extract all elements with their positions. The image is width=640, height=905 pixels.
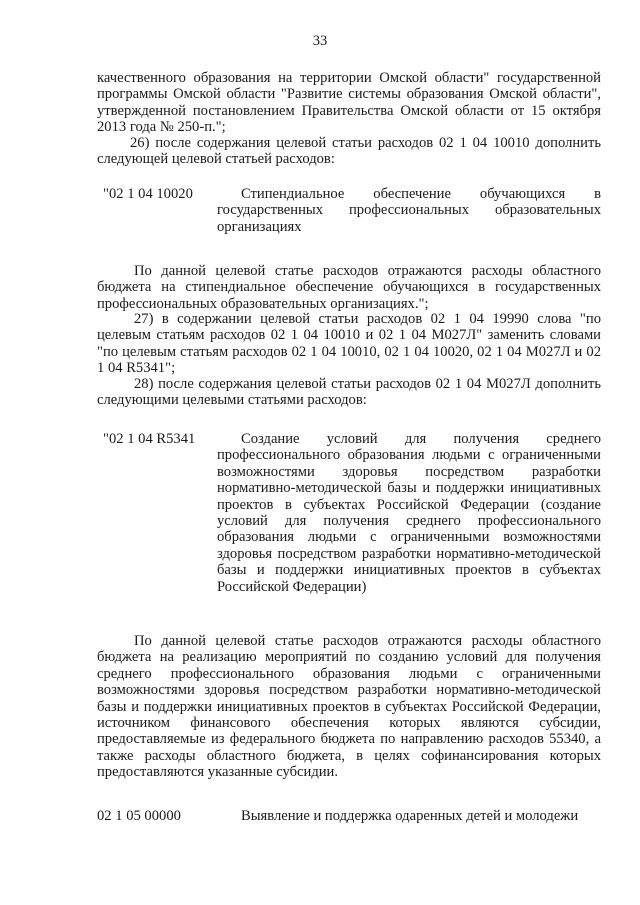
entry-3-description: Выявление и поддержка одаренных детей и молодежи xyxy=(241,808,579,824)
entry-1-code: "02 1 04 10020 xyxy=(103,186,193,202)
intro-paragraph: качественного образования на территории Омской области" государственной программы Омской области "Развитие системы образования Омской области", утвержденной постановлением Правительства Омской области от 15 октября 2013 года № 250-п."; xyxy=(97,70,601,136)
page-number: 33 xyxy=(312,33,328,49)
entry-1-description-text: Стипендиальное обеспечение обучающихся в государственных профессиональных образовательных организациях xyxy=(217,186,601,235)
entry-2-description xyxy=(217,431,601,595)
item-28-paragraph: 28) после содержания целевой статьи расходов 02 1 04 М027Л дополнить следующими целевыми статьями расходов: xyxy=(97,376,601,409)
entry-1-note-paragraph: По данной целевой статье расходов отражаются расходы областного бюджета на стипендиальное обеспечение обучающихся в государственных профессиональных образовательных организациях."; xyxy=(97,263,601,312)
entry-1-description xyxy=(217,186,601,235)
item-26-paragraph: 26) после содержания целевой статьи расходов 02 1 04 10010 дополнить следующей целевой статьей расходов: xyxy=(97,135,601,168)
entry-2-description-text: Создание условий для получения среднего профессионального образования людьми с ограниченными возможностями здоровья посредством разработки нормативно-методической базы и поддержки инициативных проектов в субъектах Российской Федерации (создание условий для получения среднего профессионального образования людьми с ограниченными возможностями здоровья посредством разработки нормативно-методической базы и поддержки инициативных проектов в субъектах Российской Федерации) xyxy=(217,431,601,595)
item-27-paragraph: 27) в содержании целевой статьи расходов 02 1 04 19990 слова "по целевым статьям расходов 02 1 04 10010 и 02 1 04 М027Л" заменить словами "по целевым статьям расходов 02 1 04 10010, 02 1 04 10020, 02 1 04 М027Л и 02 1 04 R5341"; xyxy=(97,311,601,377)
entry-2-code: "02 1 04 R5341 xyxy=(103,431,196,447)
entry-2-note-paragraph: По данной целевой статье расходов отражаются расходы областного бюджета на реализацию мероприятий по созданию условий для получения среднего профессионального образования людьми с ограниченными возможностями здоровья посредством разработки нормативно-методической базы и поддержки инициативных проектов в субъектах Российской Федерации, источником финансового обеспечения которых являются субсидии, предоставляемые из федерального бюджета по направлению расходов 55340, а также расходы областного бюджета, в целях софинансирования которых предоставляются указанные субсидии. xyxy=(97,633,601,781)
entry-3-code: 02 1 05 00000 xyxy=(97,808,181,824)
